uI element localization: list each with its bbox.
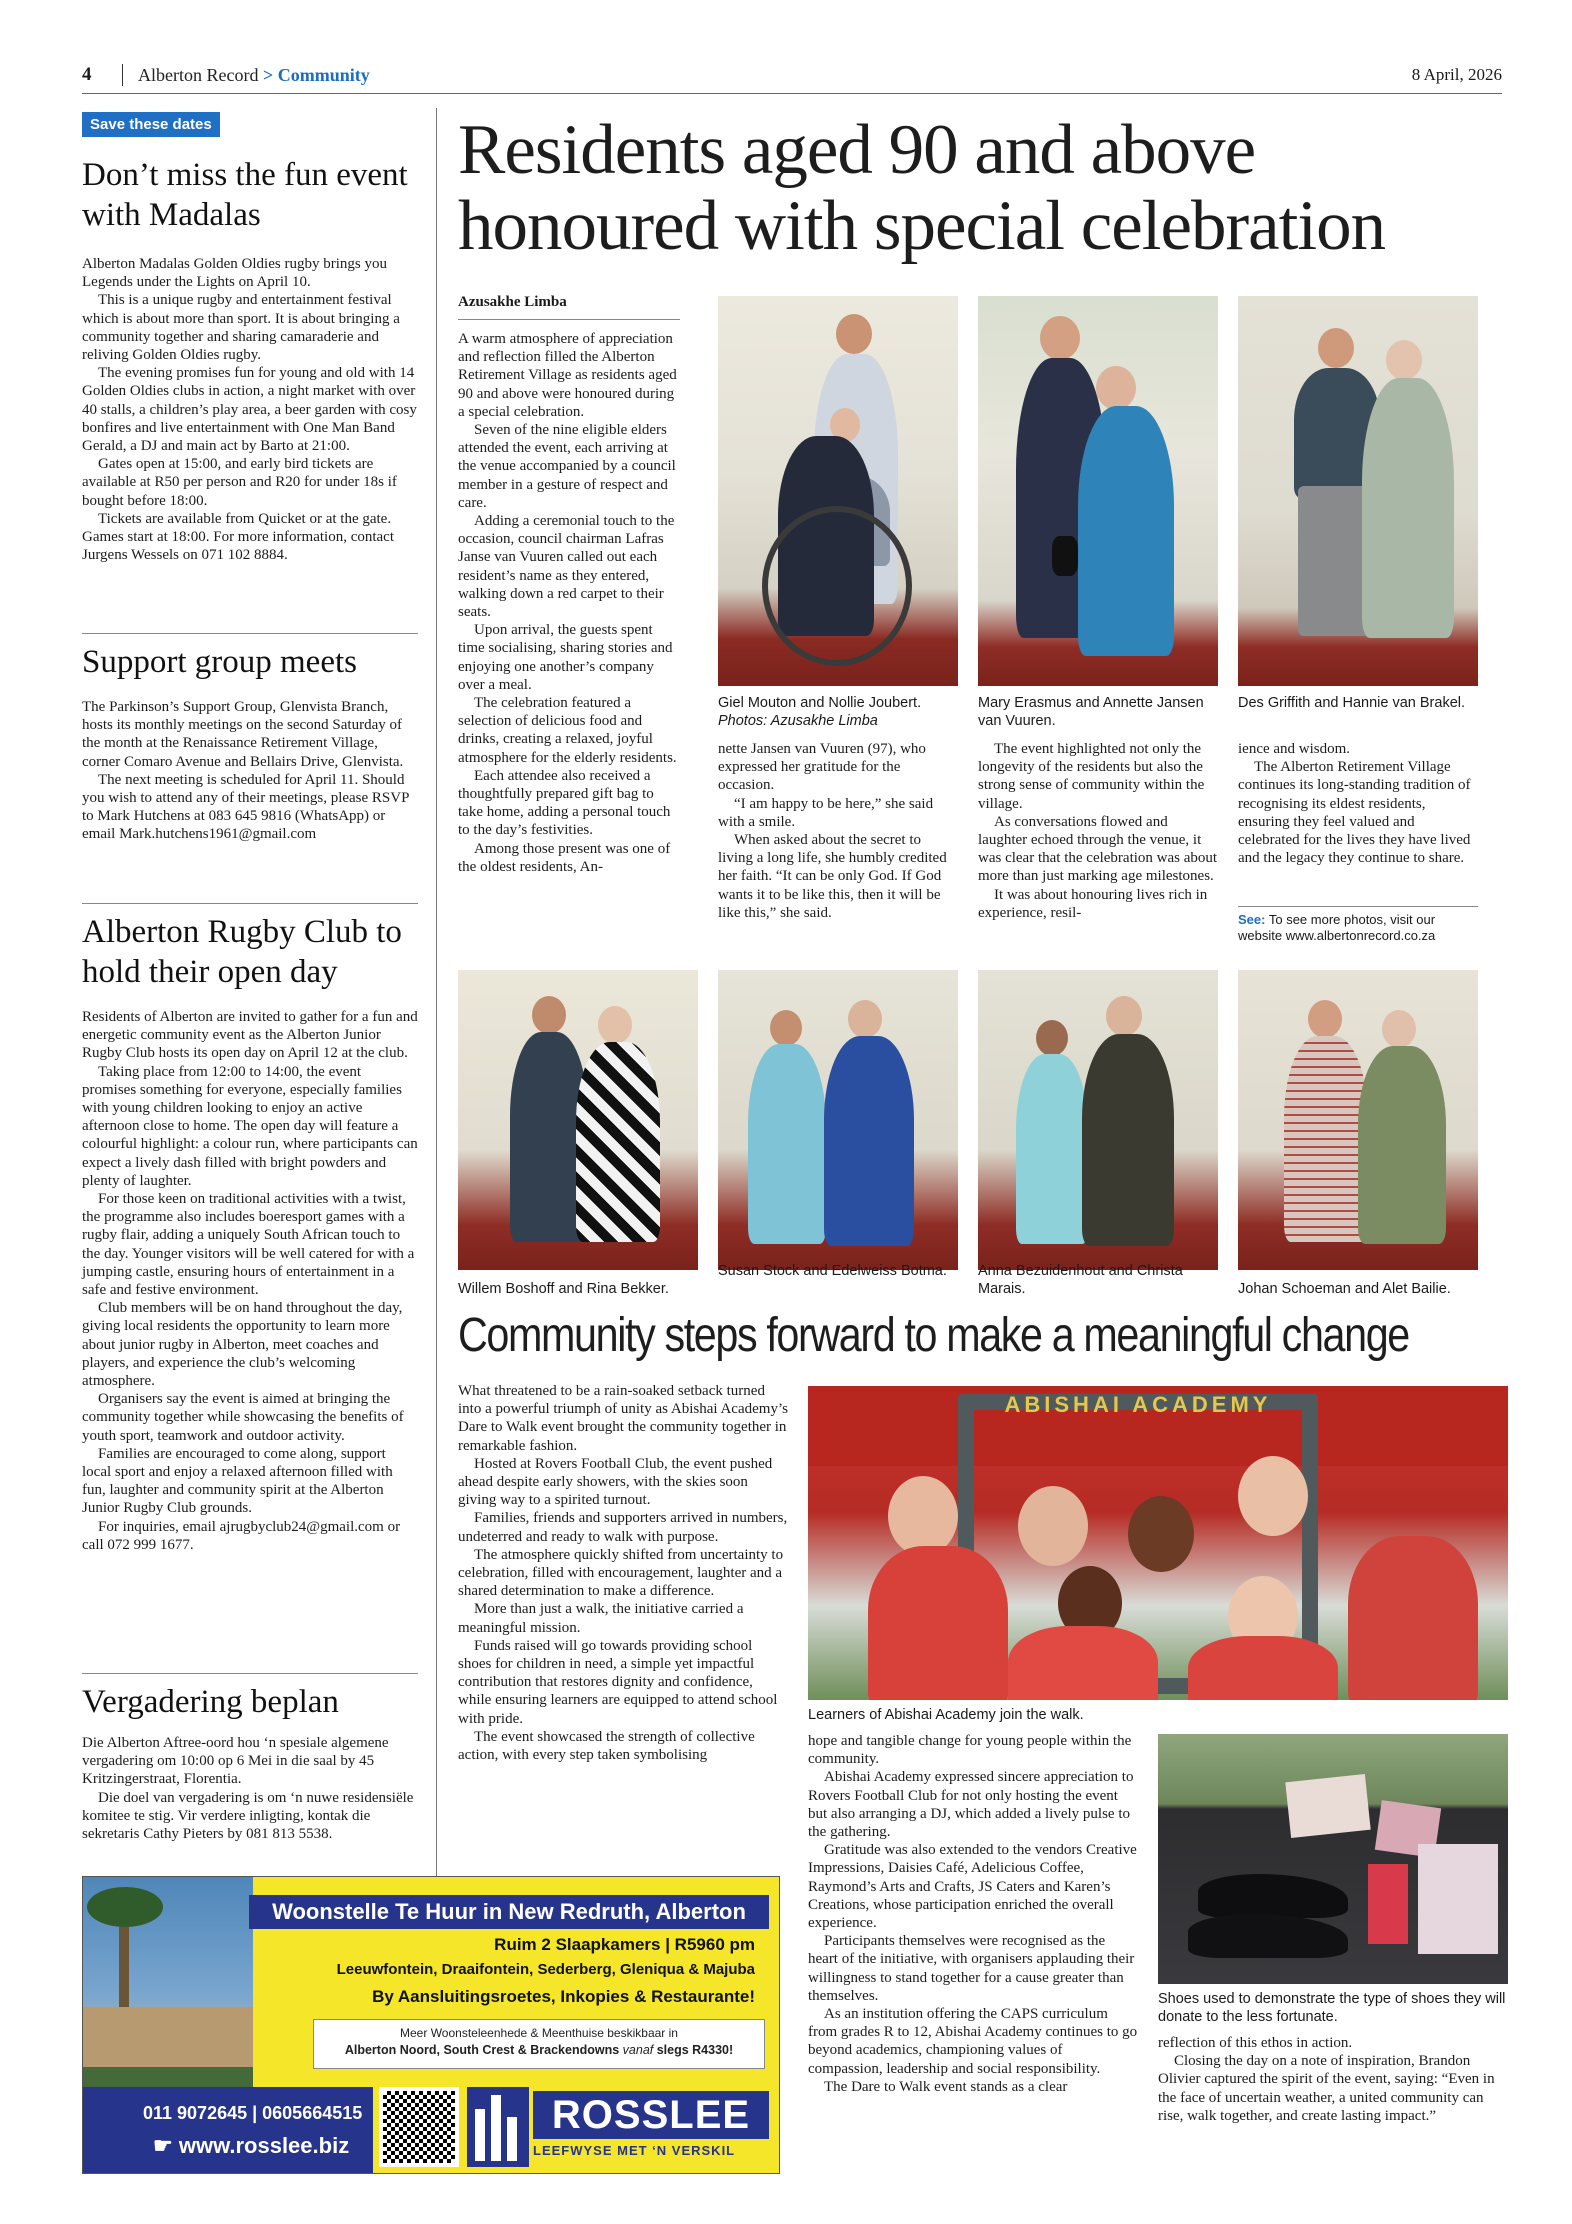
photo-shoes: [1158, 1734, 1508, 1984]
brief-body: [82, 1008, 418, 1554]
see-text: To see more photos, visit our website www.albertonrecord.co.za: [1238, 912, 1436, 943]
second-headline: Community steps forward to make a meaningful change: [458, 1309, 1409, 1362]
paragraph: reflection of this ethos in action.: [1158, 2035, 1353, 2051]
caption-schoeman: Johan Schoeman and Alet Bailie.: [1238, 1281, 1451, 1297]
advert-contact-panel: [83, 2087, 373, 2174]
photo-bezuidenhout-marais: [978, 970, 1218, 1270]
advert-phone[interactable]: 011 9072645 | 0605664515: [143, 2103, 363, 2123]
paragraph: As an institution offering the CAPS curriculum from grades R to 12, Abishai Academy continues to go beyond academics, championing values of compassion, leadership and social responsibility.: [808, 2006, 1138, 2077]
photo-griffith-van-brakel: [1238, 296, 1478, 686]
divider: [1238, 906, 1478, 907]
brief-headline: Alberton Rugby Club to hold their open day: [82, 914, 402, 990]
advert-vanaf: vanaf: [619, 2043, 657, 2057]
paragraph: Club members will be on hand throughout the day, giving local residents the opportunity to learn more about junior rugby in Alberton, meet coaches and players, and experience the club’s welcoming atmosphere.: [82, 1300, 403, 1390]
caption-stock: Susan Stock and Edelweiss Botma.: [718, 1263, 947, 1279]
advert-more-units: [313, 2019, 765, 2069]
paragraph: More than just a walk, the initiative carried a meaningful mission.: [458, 1601, 744, 1636]
brief-body: [82, 255, 418, 564]
brief-madalas: [82, 155, 418, 564]
caption-text: Giel Mouton and Nollie Joubert.: [718, 695, 922, 711]
caption-abishai: Learners of Abishai Academy join the walk.: [808, 1707, 1084, 1723]
masthead-divider: [122, 64, 123, 86]
main-headline-line1: Residents aged 90 and above: [458, 111, 1256, 189]
photo-erasmus-van-vuuren: [978, 296, 1218, 686]
rosslee-slogan: LEEFWYSE MET ‘N VERSKIL: [533, 2143, 736, 2158]
byline-rule: [458, 319, 680, 320]
publication-name: [138, 65, 370, 86]
advert-website[interactable]: [153, 2133, 349, 2159]
photo-stock-botma: [718, 970, 958, 1270]
paragraph: Among those present was one of the oldest residents, An-: [458, 840, 671, 875]
advert-website-text: www.rosslee.biz: [178, 2133, 350, 2158]
paragraph: Hosted at Rovers Football Club, the event pushed ahead despite early showers, with the skies soon giving way to a spirited turnout.: [458, 1455, 773, 1509]
second-headline-wrap: [458, 1308, 1498, 1364]
advert-line3: By Aansluitingsroetes, Inkopies & Restaurante!: [372, 1987, 755, 2006]
brief-rugby-open-day: [82, 912, 418, 1554]
paragraph: Funds raised will go towards providing school shoes for children in need, a simple yet impactful contribution that restores dignity and confidence, while ensuring learners are equipped to attend school with pride.: [458, 1637, 778, 1727]
paragraph: Participants themselves were recognised as the heart of the initiative, with organisers applauding their willingness to stand together for a cause greater than themselves.: [808, 1933, 1135, 2004]
advert-line2: Leeuwfontein, Draaifontein, Sederberg, Gleniqua & Majuba: [336, 1961, 755, 1978]
abishai-sign: ABISHAI ACADEMY: [1004, 1392, 1272, 1417]
rosslee-brand: ROSSLEE: [533, 2091, 769, 2139]
photo-schoeman-bailie: [1238, 970, 1478, 1270]
advert-title: Woonstelle Te Huur in New Redruth, Alberton: [249, 1895, 769, 1929]
second-story-col1: [458, 1382, 788, 1764]
paragraph: Adding a ceremonial touch to the occasion, council chairman Lafras Janse van Vuuren called out each resident’s name as they entered, walking down a red carpet to their seats.: [458, 513, 675, 621]
brief-body: [82, 1734, 418, 1843]
paragraph: The event highlighted not only the longevity of the residents but also the strong sense of community within the village.: [978, 741, 1205, 812]
paragraph: Gates open at 15:00, and early bird tickets are available at R50 per person and R20 for under 18s if bought before 18:00.: [82, 456, 397, 509]
main-story-col3: [978, 740, 1218, 922]
masthead: [82, 62, 1502, 94]
second-story-col3: [1158, 2034, 1508, 2125]
paragraph: Gratitude was also extended to the vendors Creative Impressions, Daisies Café, Adelicious Coffee, Raymond’s Arts and Crafts, JS Caters and Karen’s Creations, whose participation enriched the overall experience.: [808, 1842, 1137, 1932]
paragraph: nette Jansen van Vuuren (97), who expressed her gratitude for the occasion.: [718, 741, 926, 794]
brief-body: [82, 698, 418, 844]
qr-code-icon[interactable]: [379, 2087, 459, 2167]
pointing-hand-icon: ☛: [153, 2133, 179, 2158]
paragraph: The next meeting is scheduled for April 11. Should you wish to attend any of their meetings, please RSVP to Mark Hutchens at 083 645 9816 (WhatsApp) or email Mark.hutchens1961@gmail.com: [82, 771, 409, 843]
paragraph: A warm atmosphere of appreciation and reflection filled the Alberton Retirement Village as residents aged 90 and above were honoured during a special celebration.: [458, 331, 677, 420]
paragraph: Residents of Alberton are invited to gather for a fun and energetic community event as the Alberton Junior Rugby Club hosts its open day on April 12 at the club.: [82, 1009, 418, 1062]
paragraph: When asked about the secret to living a long life, she humbly credited her faith. “It can be only God. If God wants it to be like this, then it will be like this,” she said.: [718, 832, 947, 921]
paragraph: Closing the day on a note of inspiration, Brandon Olivier captured the spirit of the event, saying: “Even in the face of uncertain weather, a united community can rise, walk together, and create lasting impact.”: [1158, 2053, 1495, 2124]
brief-headline: Don’t miss the fun event with Madalas: [82, 157, 408, 233]
advert-line4: Meer Woonsteleenhede & Meenthuise beskikbaar in: [400, 2026, 678, 2040]
paragraph: hope and tangible change for young people within the community.: [808, 1733, 1132, 1768]
main-headline: [458, 112, 1508, 264]
paragraph: “I am happy to be here,” she said with a smile.: [718, 795, 934, 830]
paragraph: The Dare to Walk event stands as a clear: [824, 2078, 1068, 2095]
brief-headline: Vergadering beplan: [82, 1684, 339, 1720]
see-label: See:: [1238, 912, 1266, 927]
paragraph: Organisers say the event is aimed at bringing the community together while showcasing the benefits of youth sport, teamwork and outdoor activity.: [82, 1391, 404, 1444]
paragraph: This is a unique rugby and entertainment festival which is about more than sport. It is about bringing a community together and sharing camaraderie and reliving Golden Oldies rugby.: [82, 292, 400, 364]
paragraph: The Alberton Retirement Village continues its long-standing tradition of recognising its eldest residents, ensuring they feel valued and celebrated for the lives they have lived and the legacy they continue to share.: [1238, 759, 1471, 867]
divider: [82, 1673, 418, 1674]
advert-line5: [314, 2043, 764, 2057]
paragraph: Taking place from 12:00 to 14:00, the event promises something for everyone, especially families with young children looking to enjoy an active afternoon close to home. The open day will feature a colourful highlight: a colour run, where participants can expect a lively dash filled with bright powders and plenty of laughter.: [82, 1063, 418, 1189]
paragraph: It was about honouring lives rich in experience, resil-: [978, 886, 1208, 921]
main-headline-line2: honoured with special celebration: [458, 187, 1386, 265]
brief-vergadering: [82, 1682, 418, 1843]
see-more-note: [1238, 912, 1478, 944]
save-dates-tag: Save these dates: [82, 112, 220, 137]
publication-title: Alberton Record: [138, 65, 259, 85]
paragraph: The evening promises fun for young and old with 14 Golden Oldies clubs in action, a night market with over 40 stalls, a children’s play area, a beer garden with cosy bonfires and live entertainment with One Man Band Gerald, a DJ and main act by Barto at 21:00.: [82, 365, 417, 455]
advert-line1: Ruim 2 Slaapkamers | R5960 pm: [494, 1935, 755, 1954]
advert-price: slegs R4330!: [656, 2043, 734, 2057]
advert-areas: Alberton Noord, South Crest & Brackendowns: [344, 2043, 620, 2057]
paragraph: The Parkinson’s Support Group, Glenvista Branch, hosts its monthly meetings on the second Saturday of the month at the Renaissance Retirement Village, corner Comaro Avenue and Bellairs Drive, Glenvista.: [82, 699, 404, 770]
divider: [82, 633, 418, 634]
main-story-col1: [458, 294, 680, 876]
second-story-col2: [808, 1732, 1138, 2096]
paragraph: Each attendee also received a thoughtfully prepared gift bag to take home, adding a personal touch to the day’s festivities.: [458, 767, 671, 839]
caption-mouton: [718, 694, 958, 730]
story-body: [458, 330, 680, 876]
paragraph: The atmosphere quickly shifted from uncertainty to celebration, filled with encouragement, laughter and a shared determination to make a difference.: [458, 1546, 784, 1600]
main-story-col2: [718, 740, 958, 922]
rosslee-advert[interactable]: [82, 1876, 780, 2174]
caption-shoes: Shoes used to demonstrate the type of shoes they will donate to the less fortunate.: [1158, 1991, 1506, 2025]
paragraph: What threatened to be a rain-soaked setback turned into a powerful triumph of unity as Abishai Academy’s Dare to Walk event brought the community together in remarkable fashion.: [458, 1383, 788, 1454]
paragraph: As conversations flowed and laughter echoed through the venue, it was clear that the celebration was about more than just marking age milestones.: [978, 813, 1218, 885]
section-name: Community: [277, 65, 370, 85]
brief-support-group: [82, 642, 418, 844]
photo-boshoff-bekker: [458, 970, 698, 1270]
issue-date: 8 April, 2026: [1411, 65, 1502, 84]
section-arrow: >: [262, 65, 274, 85]
paragraph: Die doel van vergadering is om ‘n nuwe residensiële komitee te stig. Vir verdere inligting, kontak die sekretaris Cathy Pieters by 081 813 5538.: [82, 1789, 414, 1843]
photo-mouton-joubert: [718, 296, 958, 686]
paragraph: Alberton Madalas Golden Oldies rugby brings you Legends under the Lights on April 10.: [82, 256, 387, 291]
paragraph: Die Alberton Aftree-oord hou ‘n spesiale algemene vergadering om 10:00 op 6 Mei in die saal by 45 Kritzingerstraat, Florentia.: [82, 1735, 389, 1788]
caption-erasmus: Mary Erasmus and Annette Jansen van Vuuren.: [978, 695, 1204, 729]
paragraph: Tickets are available from Quicket or at the gate. Games start at 18:00. For more information, contact Jurgens Wessels on 071 102 8884.: [82, 510, 395, 564]
paragraph: The event showcased the strength of collective action, with every step taken symbolising: [458, 1728, 755, 1764]
page-number: 4: [82, 64, 92, 85]
paragraph: The celebration featured a selection of delicious food and drinks, creating a relaxed, joyful atmosphere for the elderly residents.: [458, 695, 677, 766]
paragraph: For those keen on traditional activities with a twist, the programme also includes boeresport games with a rugby flair, adding a uniquely South African touch to the day. Younger visitors will be well catered for with a jumping castle, ensuring hours of entertainment in a safe and festive environment.: [82, 1191, 415, 1299]
column-rule-left: [436, 108, 437, 1888]
divider: [82, 903, 418, 904]
paragraph: Upon arrival, the guests spent time socialising, sharing stories and enjoying one another’s company over a meal.: [458, 622, 673, 693]
caption-bezuidenhout: Anna Bezuidenhout and Christa Marais.: [978, 1263, 1183, 1297]
photo-credit: Photos: Azusakhe Limba: [718, 713, 878, 729]
caption-boshoff: Willem Boshoff and Rina Bekker.: [458, 1281, 669, 1297]
rosslee-logo-icon: [467, 2087, 529, 2167]
paragraph: Abishai Academy expressed sincere appreciation to Rovers Football Club for not only hosting the event but also arranging a DJ, which added a lively pulse to the gathering.: [808, 1769, 1134, 1841]
byline: Azusakhe Limba: [458, 294, 567, 310]
paragraph: Seven of the nine eligible elders attended the event, each arriving at the venue accompanied by a council member in a gesture of respect and care.: [458, 422, 676, 511]
photo-abishai-learners: [808, 1386, 1508, 1700]
paragraph: ience and wisdom.: [1238, 741, 1351, 757]
briefs-column: [82, 112, 418, 564]
paragraph: Families are encouraged to come along, support local sport and enjoy a relaxed afternoon filled with fun, laughter and community spirit at the Alberton Junior Rugby Club grounds.: [82, 1445, 393, 1517]
paragraph: For inquiries, email ajrugbyclub24@gmail.com or call 072 999 1677.: [82, 1518, 401, 1553]
caption-griffith: Des Griffith and Hannie van Brakel.: [1238, 695, 1466, 711]
paragraph: Families, friends and supporters arrived in numbers, undeterred and ready to walk with purpose.: [458, 1510, 788, 1545]
brief-headline: Support group meets: [82, 644, 357, 680]
main-story-col4: [1238, 740, 1478, 867]
